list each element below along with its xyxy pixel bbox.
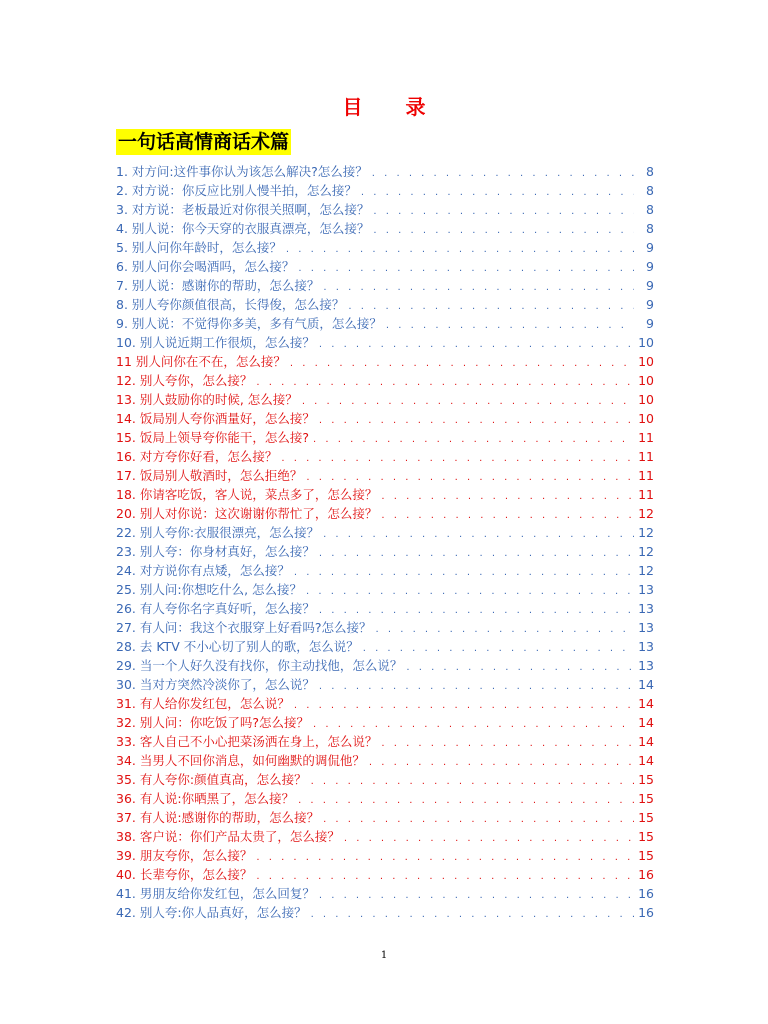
toc-entry-page: 9 xyxy=(646,297,654,312)
toc-dot-leader xyxy=(306,468,634,485)
toc-entry-page: 15 xyxy=(638,772,654,787)
toc-entry-page: 14 xyxy=(638,715,654,730)
toc-entry-page: 8 xyxy=(646,164,654,179)
toc-entry[interactable] xyxy=(116,903,654,922)
toc-entry-page: 16 xyxy=(638,867,654,882)
toc-entry-page: 14 xyxy=(638,734,654,749)
toc-entry-page: 15 xyxy=(638,829,654,844)
toc-entry-page: 13 xyxy=(638,601,654,616)
toc-entry-page: 16 xyxy=(638,905,654,920)
toc-entry[interactable] xyxy=(116,485,654,504)
toc-entry-page: 10 xyxy=(638,373,654,388)
toc-dot-leader xyxy=(319,601,634,618)
toc-entry-text: 27. 有人问：我这个衣服穿上好看吗?怎么接？ xyxy=(116,620,372,635)
toc-dot-leader xyxy=(319,886,634,903)
toc-entry[interactable] xyxy=(116,257,654,276)
toc-entry[interactable] xyxy=(116,561,654,580)
toc-dot-leader xyxy=(290,354,634,371)
toc-entry-text: 11 别人问你在不在，怎么接？ xyxy=(116,354,286,369)
toc-entry-text: 34. 当男人不回你消息，如何幽默的调侃他？ xyxy=(116,753,365,768)
toc-dot-leader xyxy=(369,753,634,770)
toc-dot-leader xyxy=(294,696,634,713)
toc-entry-text: 6. 别人问你会喝酒吗，怎么接？ xyxy=(116,259,295,274)
toc-entry[interactable] xyxy=(116,694,654,713)
page-title: 目 录 xyxy=(342,95,444,119)
toc-entry-text: 22. 别人夸你:衣服很漂亮，怎么接？ xyxy=(116,525,320,540)
toc-entry[interactable] xyxy=(116,808,654,827)
toc-entry[interactable] xyxy=(116,428,654,447)
toc-entry-page: 12 xyxy=(638,525,654,540)
toc-entry[interactable] xyxy=(116,732,654,751)
toc-entry-page: 16 xyxy=(638,886,654,901)
toc-dot-leader xyxy=(381,487,634,504)
toc-dot-leader xyxy=(319,677,634,694)
toc-dot-leader xyxy=(372,164,634,181)
toc-entry-text: 23. 别人夸：你身材真好，怎么接？ xyxy=(116,544,315,559)
toc-entry[interactable] xyxy=(116,162,654,181)
toc-entry-text: 29. 当一个人好久没有找你，你主动找他，怎么说？ xyxy=(116,658,403,673)
toc-entry-page: 13 xyxy=(638,639,654,654)
toc-dot-leader xyxy=(306,582,634,599)
toc-entry-page: 11 xyxy=(638,430,654,445)
toc-entry[interactable] xyxy=(116,637,654,656)
toc-entry-page: 13 xyxy=(638,658,654,673)
toc-entry[interactable] xyxy=(116,884,654,903)
toc-entry-page: 8 xyxy=(646,183,654,198)
toc-entry-page: 15 xyxy=(638,810,654,825)
toc-entry[interactable] xyxy=(116,504,654,523)
toc-entry-text: 41. 男朋友给你发红包，怎么回复？ xyxy=(116,886,315,901)
toc-entry-text: 31. 有人给你发红包，怎么说？ xyxy=(116,696,290,711)
toc-entry-text: 2. 对方说：你反应比别人慢半拍，怎么接？ xyxy=(116,183,357,198)
toc-entry-text: 8. 别人夸你颜值很高，长得俊，怎么接？ xyxy=(116,297,345,312)
toc-entry[interactable] xyxy=(116,542,654,561)
toc-dot-leader xyxy=(319,411,634,428)
toc-entry-text: 13. 别人鼓励你的时候, 怎么接？ xyxy=(116,392,298,407)
toc-entry[interactable] xyxy=(116,295,654,314)
toc-entry-text: 42. 别人夸:你人品真好，怎么接？ xyxy=(116,905,307,920)
toc-entry-page: 10 xyxy=(638,411,654,426)
toc-entry[interactable] xyxy=(116,618,654,637)
toc-entry-text: 14. 饭局别人夸你酒量好，怎么接？ xyxy=(116,411,315,426)
toc-entry-text: 17. 饭局别人敬酒时，怎么拒绝？ xyxy=(116,468,303,483)
toc-entry-text: 35. 有人夸你:颜值真高，怎么接？ xyxy=(116,772,307,787)
toc-entry-page: 13 xyxy=(638,620,654,635)
toc-entry-text: 40. 长辈夸你，怎么接？ xyxy=(116,867,253,882)
toc-dot-leader xyxy=(298,259,634,276)
toc-entry-page: 8 xyxy=(646,202,654,217)
toc-dot-leader xyxy=(373,202,634,219)
toc-entry-text: 24. 对方说你有点矮，怎么接？ xyxy=(116,563,290,578)
toc-entry-text: 28. 去 KTV 不小心切了别人的歌，怎么说？ xyxy=(116,639,359,654)
toc-entry-page: 14 xyxy=(638,753,654,768)
toc-dot-leader xyxy=(381,734,634,751)
toc-dot-leader xyxy=(298,791,634,808)
toc-entry-page: 13 xyxy=(638,582,654,597)
toc-entry-text: 30. 当对方突然冷淡你了，怎么说？ xyxy=(116,677,315,692)
toc-entry[interactable] xyxy=(116,523,654,542)
toc-entry[interactable] xyxy=(116,276,654,295)
toc-entry[interactable] xyxy=(116,333,654,352)
toc-entry-page: 14 xyxy=(638,696,654,711)
footer-page-number: 1 xyxy=(380,950,388,961)
toc-dot-leader xyxy=(294,563,634,580)
toc-dot-leader xyxy=(302,392,634,409)
toc-entry[interactable] xyxy=(116,770,654,789)
toc-dot-leader xyxy=(348,297,634,314)
toc-entry[interactable] xyxy=(116,200,654,219)
toc-entry[interactable] xyxy=(116,580,654,599)
toc-dot-leader xyxy=(363,639,634,656)
toc-entry-text: 39. 朋友夸你，怎么接？ xyxy=(116,848,253,863)
toc-dot-leader xyxy=(344,829,634,846)
toc-entry-page: 11 xyxy=(638,468,654,483)
toc-entry[interactable] xyxy=(116,846,654,865)
toc-entry-text: 38. 客户说：你们产品太贵了，怎么接？ xyxy=(116,829,340,844)
section-heading: 一句话高情商话术篇 xyxy=(118,131,290,153)
toc-dot-leader xyxy=(376,620,635,637)
toc-entry[interactable] xyxy=(116,314,654,333)
toc-entry[interactable] xyxy=(116,656,654,675)
toc-entry-page: 12 xyxy=(638,506,654,521)
toc-entry-text: 37. 有人说:感谢你的帮助，怎么接？ xyxy=(116,810,320,825)
toc-dot-leader xyxy=(281,449,634,466)
toc-dot-leader xyxy=(256,848,634,865)
toc-dot-leader xyxy=(323,525,634,542)
toc-entry-text: 4. 别人说：你今天穿的衣服真漂亮，怎么接？ xyxy=(116,221,370,236)
toc-entry-page: 8 xyxy=(646,221,654,236)
toc-entry-text: 26. 有人夸你名字真好听，怎么接？ xyxy=(116,601,315,616)
toc-entry-text: 10. 别人说近期工作很烦，怎么接？ xyxy=(116,335,315,350)
toc-entry-text: 7. 别人说：感谢你的帮助，怎么接？ xyxy=(116,278,320,293)
toc-entry-text: 5. 别人问你年龄时，怎么接？ xyxy=(116,240,282,255)
toc-entry[interactable] xyxy=(116,181,654,200)
toc-entry-text: 3. 对方说：老板最近对你很关照啊，怎么接？ xyxy=(116,202,370,217)
toc-entry-page: 14 xyxy=(638,677,654,692)
toc-dot-leader xyxy=(381,506,634,523)
toc-dot-leader xyxy=(256,373,634,390)
toc-dot-leader xyxy=(313,715,634,732)
toc-entry[interactable] xyxy=(116,827,654,846)
toc-entry-page: 10 xyxy=(638,354,654,369)
toc-entry-text: 16. 对方夸你好看，怎么接？ xyxy=(116,449,278,464)
toc-dot-leader xyxy=(319,335,634,352)
toc-entry-page: 12 xyxy=(638,563,654,578)
toc-entry-text: 9. 别人说：不觉得你多美，多有气质，怎么接？ xyxy=(116,316,382,331)
toc-dot-leader xyxy=(319,544,634,561)
toc-dot-leader xyxy=(313,430,634,447)
toc-entry-page: 12 xyxy=(638,544,654,559)
toc-entry[interactable] xyxy=(116,219,654,238)
toc-dot-leader xyxy=(323,278,634,295)
toc-entry[interactable] xyxy=(116,447,654,466)
toc-entry-page: 9 xyxy=(646,278,654,293)
toc-entry[interactable] xyxy=(116,675,654,694)
toc-entry-page: 9 xyxy=(646,316,654,331)
toc-dot-leader xyxy=(386,316,634,333)
toc-entry-text: 25. 别人问:你想吃什么, 怎么接？ xyxy=(116,582,303,597)
toc-entry-text: 33. 客人自己不小心把菜汤洒在身上，怎么说？ xyxy=(116,734,378,749)
toc-entry-text: 1. 对方问:这件事你认为该怎么解决?怎么接？ xyxy=(116,164,368,179)
toc-dot-leader xyxy=(311,905,634,922)
toc-dot-leader xyxy=(256,867,634,884)
toc-dot-leader xyxy=(323,810,634,827)
toc-entry-page: 9 xyxy=(646,240,654,255)
toc-entry[interactable] xyxy=(116,238,654,257)
toc-entry-page: 10 xyxy=(638,335,654,350)
toc-list xyxy=(116,162,654,922)
toc-entry-text: 15. 饭局上领导夸你能干，怎么接? xyxy=(116,430,309,445)
toc-dot-leader xyxy=(361,183,634,200)
toc-dot-leader xyxy=(373,221,634,238)
toc-entry[interactable] xyxy=(116,390,654,409)
toc-entry-text: 32. 别人问：你吃饭了吗?怎么接？ xyxy=(116,715,309,730)
toc-entry-text: 12. 别人夸你，怎么接？ xyxy=(116,373,253,388)
toc-entry[interactable] xyxy=(116,789,654,808)
toc-entry-page: 15 xyxy=(638,791,654,806)
toc-entry[interactable] xyxy=(116,751,654,770)
toc-entry-page: 15 xyxy=(638,848,654,863)
toc-entry[interactable] xyxy=(116,865,654,884)
toc-entry-page: 10 xyxy=(638,392,654,407)
toc-entry[interactable] xyxy=(116,713,654,732)
toc-entry[interactable] xyxy=(116,466,654,485)
toc-entry[interactable] xyxy=(116,599,654,618)
toc-entry-page: 9 xyxy=(646,259,654,274)
toc-dot-leader xyxy=(311,772,634,789)
toc-entry-text: 20. 别人对你说：这次谢谢你帮忙了，怎么接？ xyxy=(116,506,378,521)
toc-entry-page: 11 xyxy=(638,449,654,464)
toc-entry-text: 36. 有人说:你晒黑了，怎么接？ xyxy=(116,791,295,806)
toc-entry-text: 18. 你请客吃饭，客人说，菜点多了，怎么接？ xyxy=(116,487,378,502)
toc-dot-leader xyxy=(406,658,634,675)
toc-entry[interactable] xyxy=(116,409,654,428)
toc-entry-page: 11 xyxy=(638,487,654,502)
toc-dot-leader xyxy=(286,240,634,257)
toc-entry[interactable] xyxy=(116,371,654,390)
toc-entry[interactable] xyxy=(116,352,654,371)
